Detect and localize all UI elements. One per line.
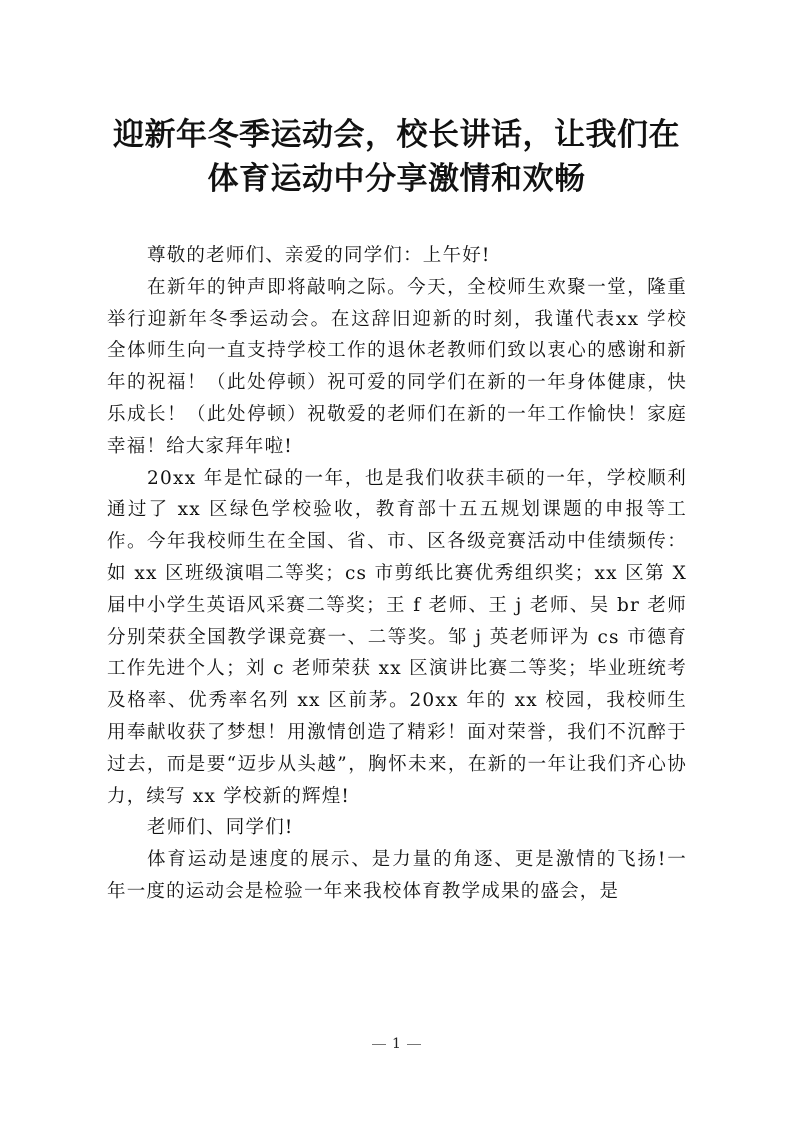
page-footer [0,1036,793,1052]
paragraph-greeting: 尊敬的老师们、亲爱的同学们：上午好! [147,245,491,266]
document-title [100,113,693,201]
paragraph-sports: 体育运动是速度的展示、是力量的角逐、更是激情的飞扬!一年一度的运动会是检验一年来我校体育教学成果的盛会，是 [107,849,687,902]
title-line-2: 体育运动中分享激情和欢畅 [207,161,586,197]
page-number: 1 [392,1036,401,1052]
paragraph-achievements: 20xx 年是忙碌的一年，也是我们收获丰硕的一年，学校顺利通过了 xx 区绿色学校验收，教育部十五五规划课题的申报等工作。今年我校师生在全国、省、市、区各级竞赛活动中佳绩频传：如 xx 区班级演唱二等奖；cs 市剪纸比赛优秀组织奖；xx 区第 X 届中小学生英语风采赛二等奖；王 f 老师、王 j 老师、吴 br 老师分别荣获全国教学课竞赛一、二等奖。邹 j 英老师评为 cs 市德育工作先进个人；刘 c 老师荣获 xx 区演讲比赛二等奖；毕业班统考及格率、优秀率名列 xx 区前茅。20xx 年的 xx 校园，我校师生用奉献收获了梦想！用激情创造了精彩！面对荣誉，我们不沉醉于过去，而是要“迈步从头越”，胸怀未来，在新的一年让我们齐心协力，续写 xx 学校新的辉煌! [107,467,687,807]
title-line-1: 迎新年冬季运动会，校长讲话，让我们在 [113,117,680,153]
paragraph-new-year: 在新年的钟声即将敲响之际。今天，全校师生欢聚一堂，隆重举行迎新年冬季运动会。在这辞旧迎新的时刻，我谨代表xx 学校全体师生向一直支持学校工作的退休老教师们致以衷心的感谢和新年的祝福！（此处停顿）祝可爱的同学们在新的一年身体健康，快乐成长！（此处停顿）祝敬爱的老师们在新的一年工作愉快！家庭幸福！给大家拜年啦! [107,276,687,457]
document-body [107,240,687,908]
footer-dash-left [372,1044,386,1045]
footer-dash-right [407,1044,421,1045]
paragraph-address: 老师们、同学们! [147,817,294,839]
